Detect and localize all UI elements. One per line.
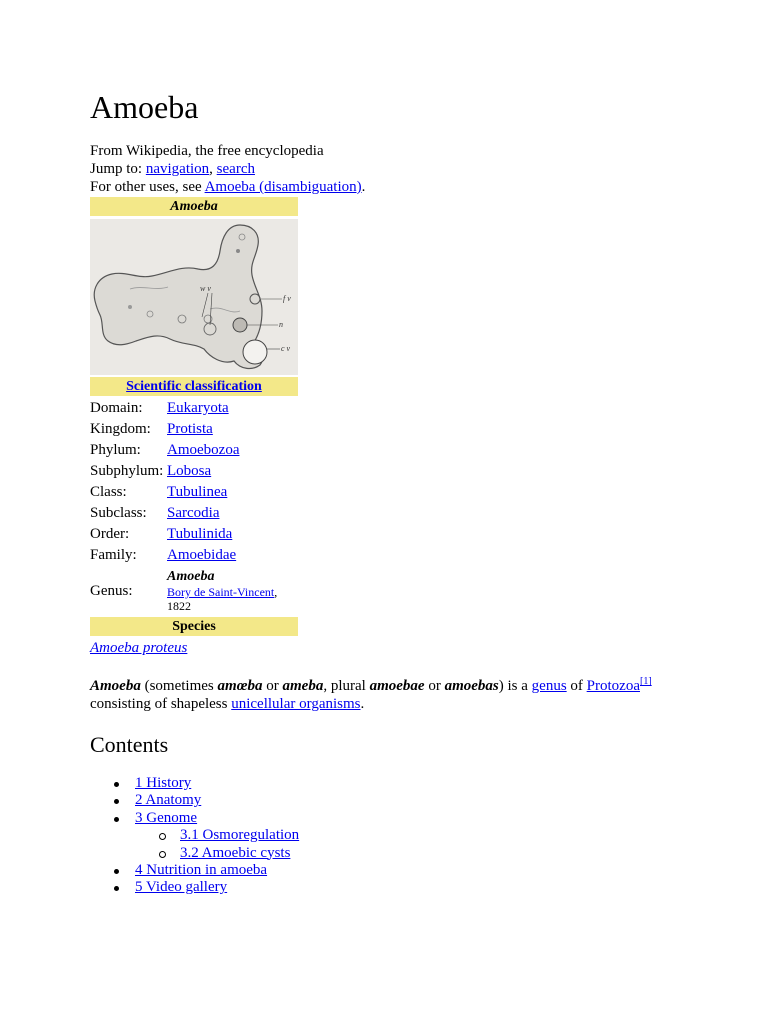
label-fv: f v xyxy=(283,294,291,303)
intro-text: , plural xyxy=(323,678,370,694)
intro-line-2 xyxy=(90,695,364,713)
label-cv: c v xyxy=(281,344,291,353)
taxon-link[interactable]: Eukaryota xyxy=(167,400,229,416)
intro-term: Amoeba xyxy=(90,678,141,694)
hollow-bullet-icon xyxy=(159,851,166,858)
taxon-link[interactable]: Protista xyxy=(167,421,213,437)
search-link[interactable]: search xyxy=(216,161,255,177)
jump-separator: , xyxy=(209,161,217,177)
unicellular-organisms-link[interactable]: unicellular organisms xyxy=(231,696,361,712)
hatnote xyxy=(90,178,365,196)
bullet-icon xyxy=(114,799,119,804)
toc-link-anatomy[interactable]: 2 Anatomy xyxy=(135,792,202,809)
amoeba-image[interactable] xyxy=(90,219,298,375)
genus-authority xyxy=(167,585,277,599)
genus-link[interactable]: genus xyxy=(531,678,567,694)
taxon-rank: Phylum: xyxy=(90,442,141,458)
label-n: n xyxy=(279,320,283,329)
toc-link-osmoregulation[interactable]: 3.1 Osmoregulation xyxy=(180,827,300,844)
toc-link-history[interactable]: 1 History xyxy=(135,775,192,791)
hollow-bullet-icon xyxy=(159,833,166,840)
taxon-link[interactable]: Tubulinida xyxy=(167,526,233,542)
taxon-link[interactable]: Lobosa xyxy=(167,463,212,479)
intro-text: or xyxy=(262,678,283,694)
disambiguation-link[interactable]: Amoeba (disambiguation) xyxy=(204,179,362,195)
taxon-link[interactable]: Tubulinea xyxy=(167,484,228,500)
taxon-link[interactable]: Amoebidae xyxy=(167,547,237,563)
taxon-rank: Family: xyxy=(90,547,137,563)
taxon-rank: Kingdom: xyxy=(90,421,151,437)
intro-term: amœba xyxy=(217,678,263,694)
navigation-link[interactable]: navigation xyxy=(145,161,210,177)
intro-line-1 xyxy=(90,677,652,695)
intro-text: . xyxy=(360,696,365,712)
protozoa-link[interactable]: Protozoa xyxy=(586,678,640,694)
bullet-icon xyxy=(114,817,119,822)
hatnote-suffix: . xyxy=(361,179,366,195)
reference-link[interactable]: [1] xyxy=(639,676,652,687)
taxon-rank: Order: xyxy=(90,526,130,542)
toc-link-amoebic-cysts[interactable]: 3.2 Amoebic cysts xyxy=(180,844,291,861)
intro-term: amoebae xyxy=(369,678,425,694)
taxon-rank: Subphylum: xyxy=(90,463,164,479)
taxon-rank-genus: Genus: xyxy=(90,583,133,599)
bullet-icon xyxy=(114,782,119,787)
label-wv: w v xyxy=(200,284,211,293)
intro-term: ameba xyxy=(282,678,324,694)
bullet-icon xyxy=(114,869,119,874)
infobox-header: Amoeba xyxy=(90,197,298,216)
species-link[interactable]: Amoeba proteus xyxy=(90,640,188,656)
page-title: Amoeba xyxy=(90,89,199,125)
intro-text: or xyxy=(424,678,445,694)
intro-text: consisting of shapeless xyxy=(90,696,232,712)
intro-term: amoebas xyxy=(444,678,499,694)
toc-link-genome[interactable]: 3 Genome xyxy=(135,809,198,826)
taxon-rank: Class: xyxy=(90,484,127,500)
jump-prefix: Jump to: xyxy=(90,161,146,177)
species-header: Species xyxy=(90,617,298,636)
intro-text: of xyxy=(566,678,587,694)
toc-link-nutrition[interactable]: 4 Nutrition in amoeba xyxy=(135,861,268,878)
taxon-link[interactable]: Sarcodia xyxy=(167,505,220,521)
toc-link-video-gallery[interactable]: 5 Video gallery xyxy=(135,879,228,896)
taxon-rank: Domain: xyxy=(90,400,143,416)
intro-text: ) is a xyxy=(498,678,532,694)
taxon-rank: Subclass: xyxy=(90,505,147,521)
scientific-classification-link[interactable]: Scientific classification xyxy=(126,379,262,394)
classification-header xyxy=(90,377,298,396)
taxon-link[interactable]: Amoebozoa xyxy=(167,442,240,458)
tagline: From Wikipedia, the free encyclopedia xyxy=(90,143,324,159)
jump-to-line xyxy=(90,160,255,178)
amoeba-illustration xyxy=(90,219,298,375)
genus-year: 1822 xyxy=(167,599,191,613)
authority-link[interactable]: Bory de Saint-Vincent xyxy=(167,585,275,599)
genus-name: Amoeba xyxy=(167,569,215,584)
authority-comma: , xyxy=(274,585,278,599)
contents-heading: Contents xyxy=(90,732,169,757)
intro-text: (sometimes xyxy=(140,678,218,694)
hatnote-prefix: For other uses, see xyxy=(90,179,205,195)
bullet-icon xyxy=(114,886,119,891)
